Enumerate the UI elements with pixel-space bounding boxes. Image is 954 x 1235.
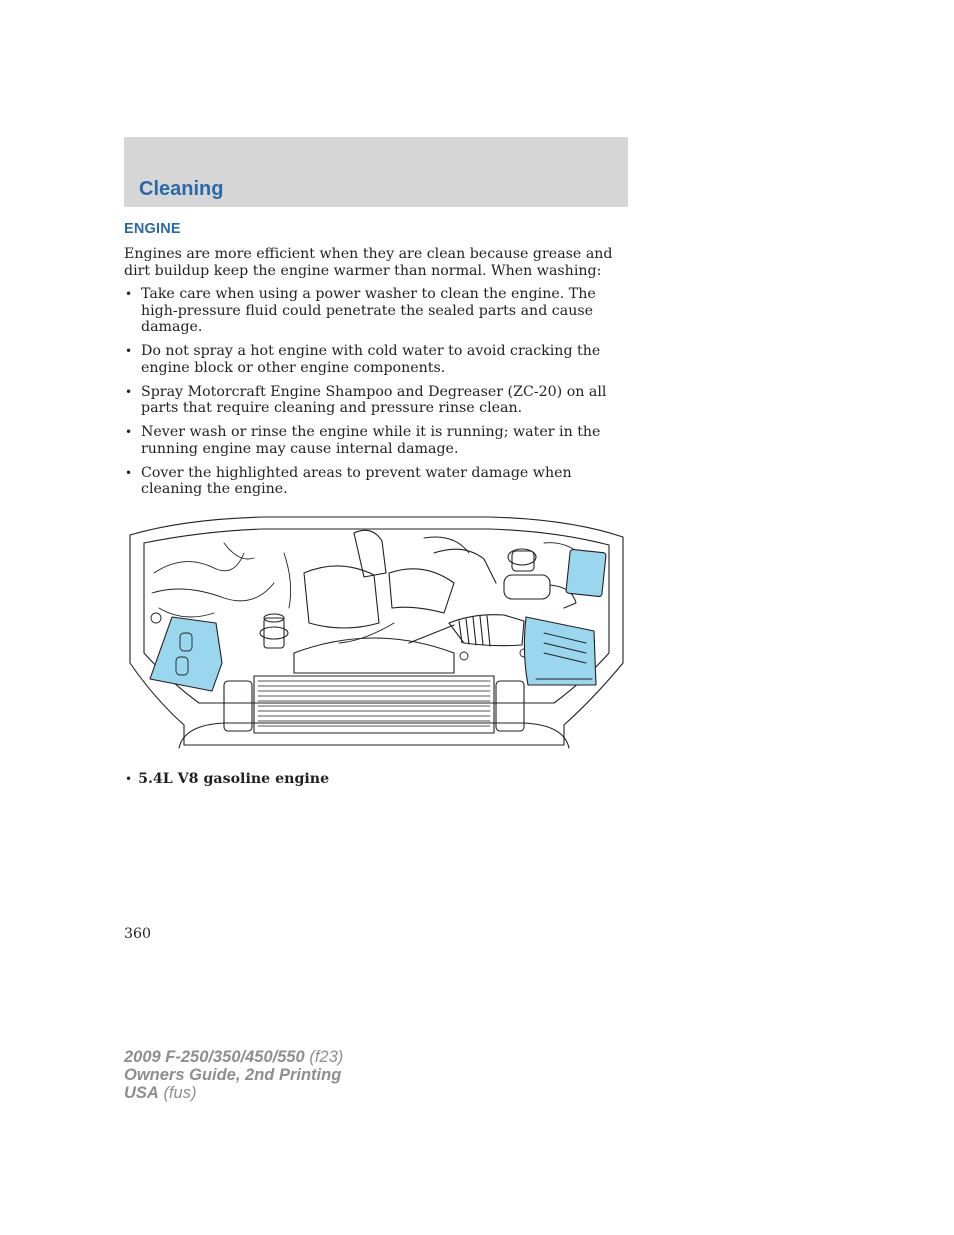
footer-line-3 [124, 1084, 343, 1102]
footer-market: USA [124, 1084, 159, 1102]
list-item [124, 424, 624, 457]
list-item-text: Spray Motorcraft Engine Shampoo and Degreaser (ZC-20) on all parts that require cleaning and pressure rinse clean. [141, 383, 607, 416]
footer-model: 2009 F-250/350/450/550 [124, 1048, 305, 1066]
footer-line-2 [124, 1066, 343, 1084]
list-item-text: Cover the highlighted areas to prevent water damage when cleaning the engine. [141, 464, 572, 497]
footer-print-info [124, 1048, 343, 1102]
list-item-text: Do not spray a hot engine with cold water to avoid cracking the engine block or other engine components. [141, 343, 601, 376]
highlight-left-module [150, 617, 222, 691]
engine-compartment-illustration [124, 513, 629, 753]
list-item-text: Take care when using a power washer to clean the engine. The high-pressure fluid could penetrate the sealed parts and cause damage. [141, 286, 596, 335]
intro-paragraph: Engines are more efficient when they are clean because grease and dirt buildup keep the engine warmer than normal. When washing: [124, 246, 613, 279]
highlight-right-top-box [566, 549, 606, 597]
radiator [224, 676, 524, 733]
highlighted-areas [150, 549, 606, 691]
reservoirs [434, 549, 576, 608]
list-item [124, 343, 624, 376]
cleaning-instructions-list [124, 286, 624, 505]
bullet-icon: • [125, 425, 133, 439]
bullet-icon: • [125, 287, 133, 301]
footer-line-1 [124, 1048, 343, 1066]
front-bumper [179, 723, 569, 748]
footer-edition: Owners Guide, 2nd Printing [124, 1066, 342, 1084]
figure-caption [124, 771, 329, 787]
list-item [124, 286, 624, 336]
figure-caption-text: 5.4L V8 gasoline engine [138, 771, 330, 787]
list-item [124, 384, 624, 417]
bullet-icon: • [125, 465, 133, 480]
footer-market-code: (fus) [163, 1084, 197, 1102]
highlight-air-filter-box [524, 617, 596, 685]
bullet-icon: • [125, 772, 133, 786]
air-intake-tube [409, 615, 524, 646]
section-title: Cleaning [139, 178, 224, 200]
list-item-text: Never wash or rinse the engine while it is running; water in the running engine may cause internal damage. [141, 424, 601, 457]
bullet-icon: • [125, 384, 133, 399]
engine-heading: ENGINE [124, 221, 181, 237]
bullet-icon: • [125, 344, 133, 358]
list-item [124, 465, 624, 498]
section-header-band [124, 137, 628, 207]
footer-model-code: (f23) [309, 1048, 344, 1066]
engine-block [260, 530, 454, 673]
page-number: 360 [124, 926, 152, 942]
